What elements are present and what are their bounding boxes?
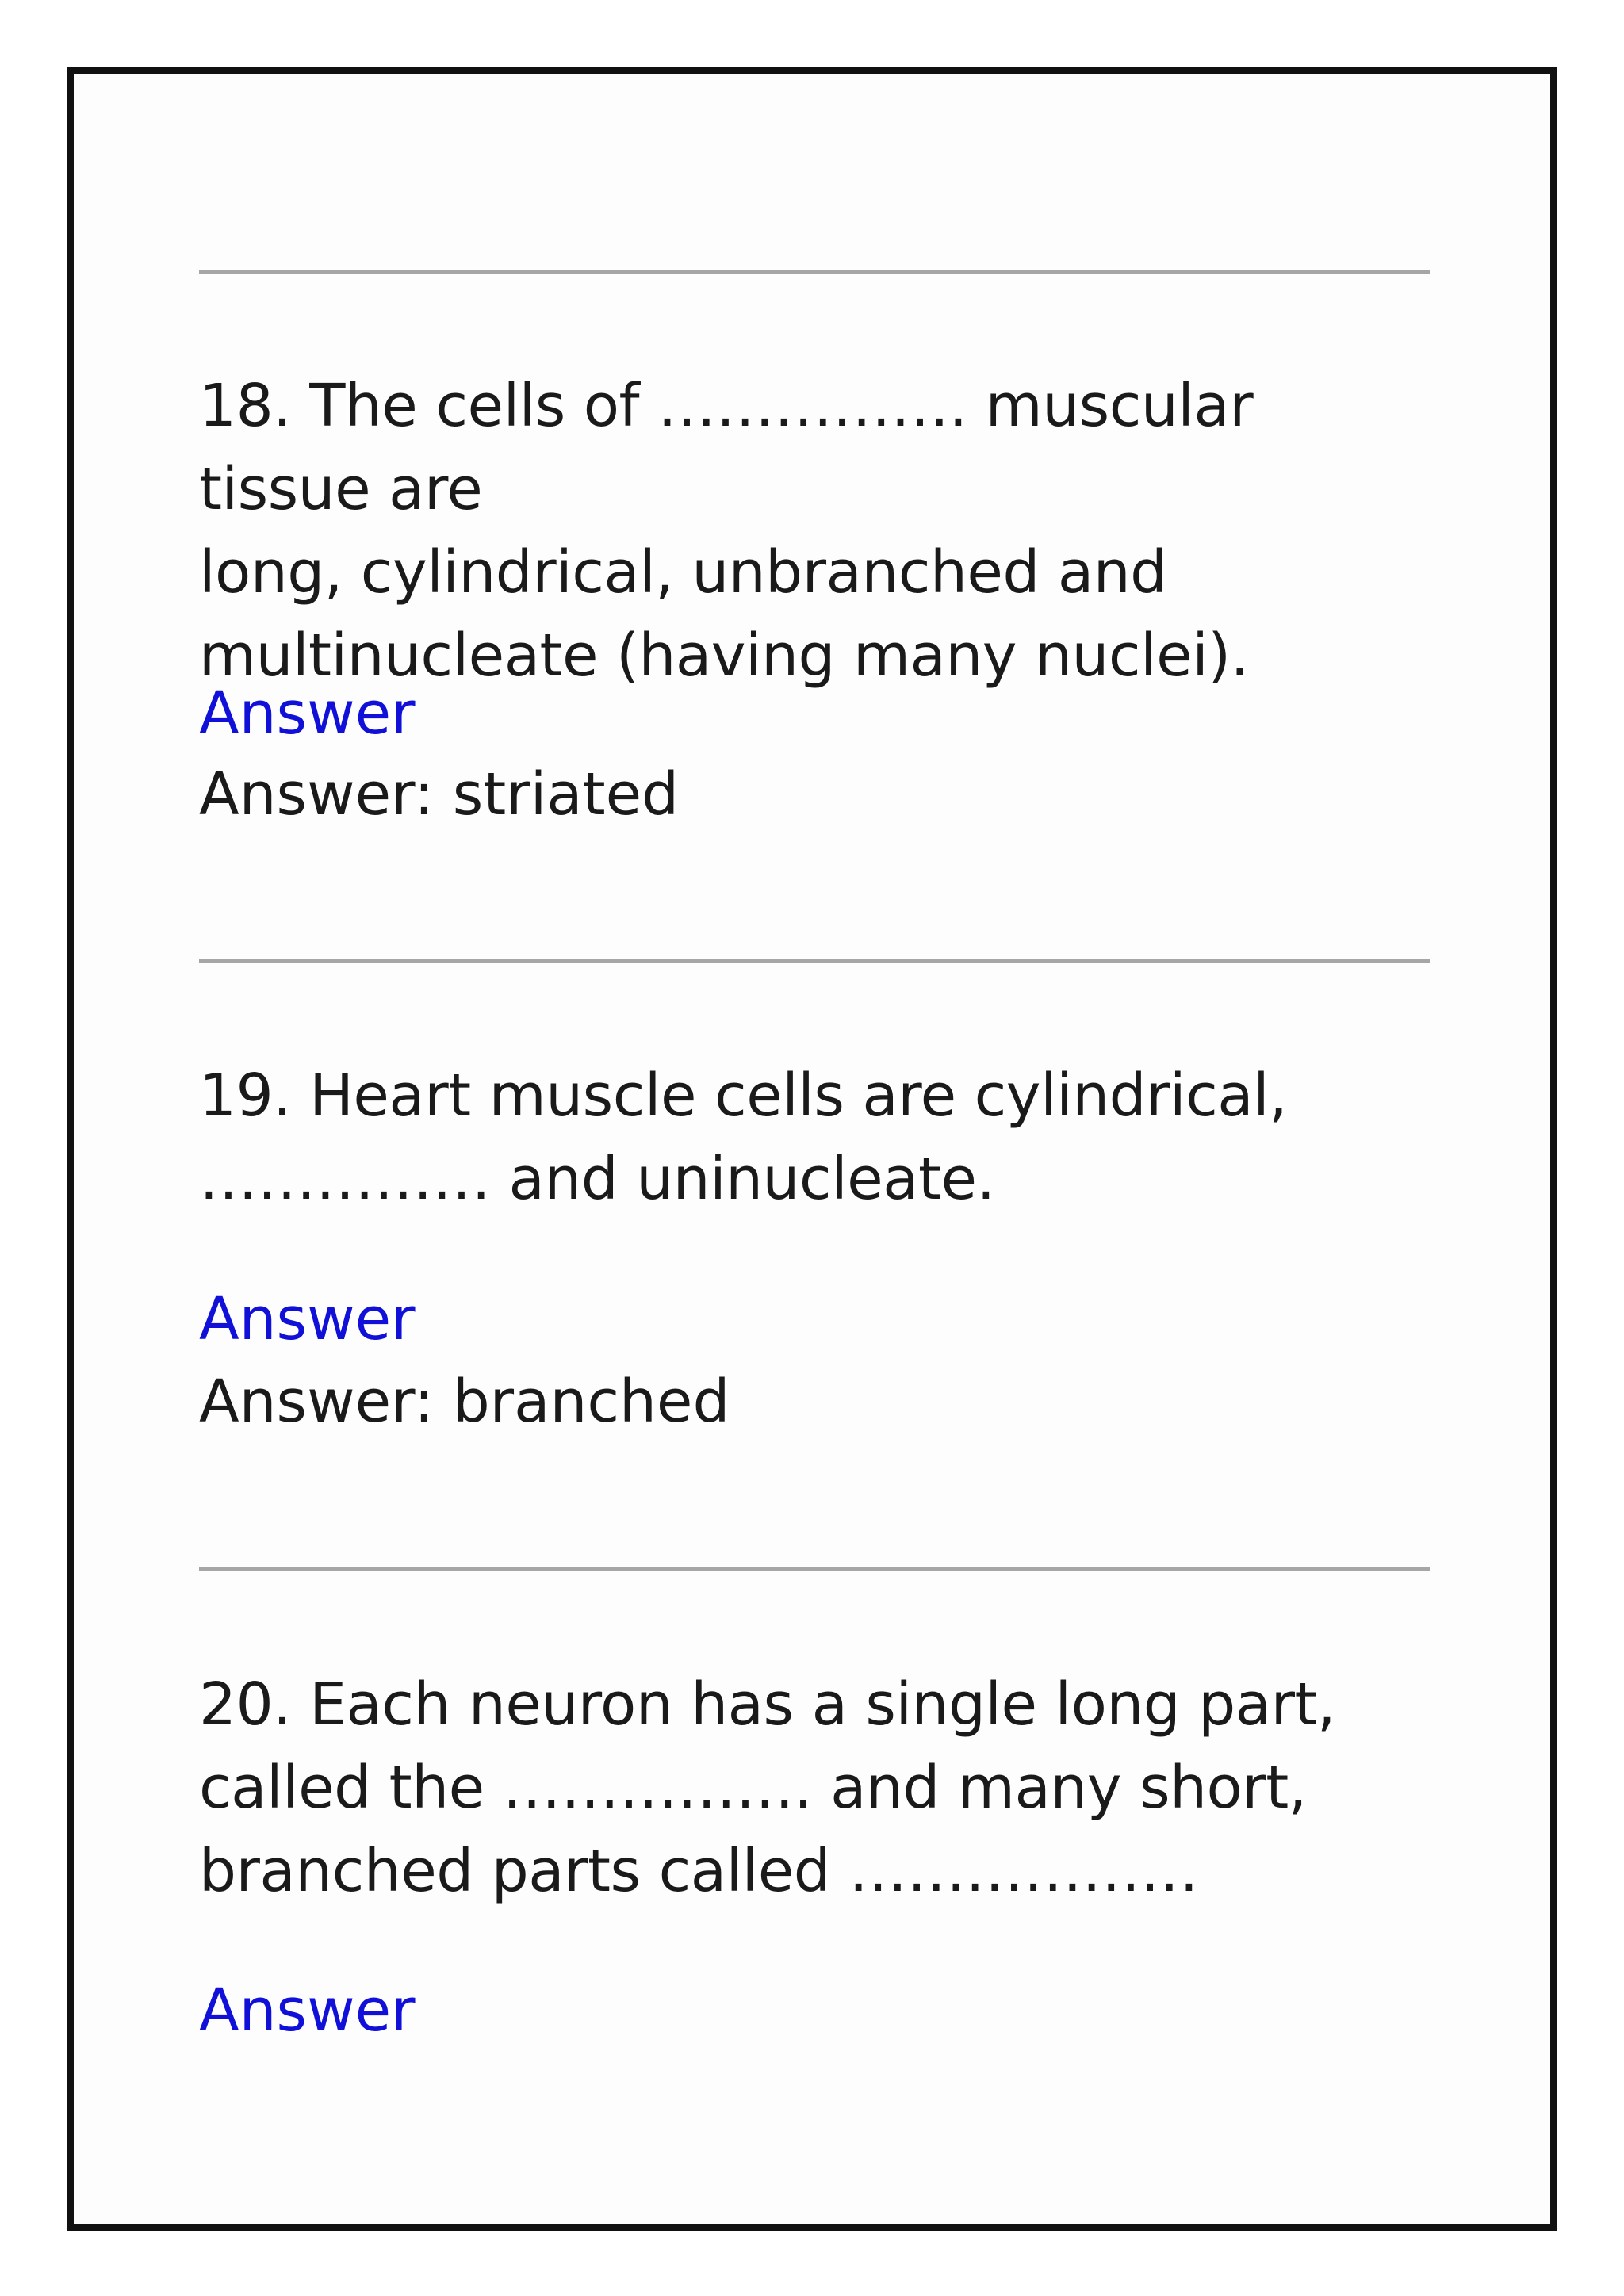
answer-text-19: Answer: branched	[199, 1368, 730, 1436]
answer-toggle-20[interactable]: Answer	[199, 1976, 416, 2045]
answer-toggle-18[interactable]: Answer	[199, 679, 416, 748]
question-20-text: 20. Each neuron has a single long part, called the ……………. and many short, branched parts called ………………	[199, 1670, 1336, 1905]
divider	[199, 959, 1430, 963]
divider	[199, 270, 1430, 274]
question-19-text: 19. Heart muscle cells are cylindrical, …………… and uninucleate.	[199, 1062, 1288, 1213]
answer-toggle-19[interactable]: Answer	[199, 1285, 416, 1353]
divider	[199, 1567, 1430, 1571]
answer-text-18: Answer: striated	[199, 760, 680, 828]
question-18-text: 18. The cells of ……………. muscular tissue are long, cylindrical, unbranched and multinucleate (having many nuclei).	[199, 372, 1254, 690]
